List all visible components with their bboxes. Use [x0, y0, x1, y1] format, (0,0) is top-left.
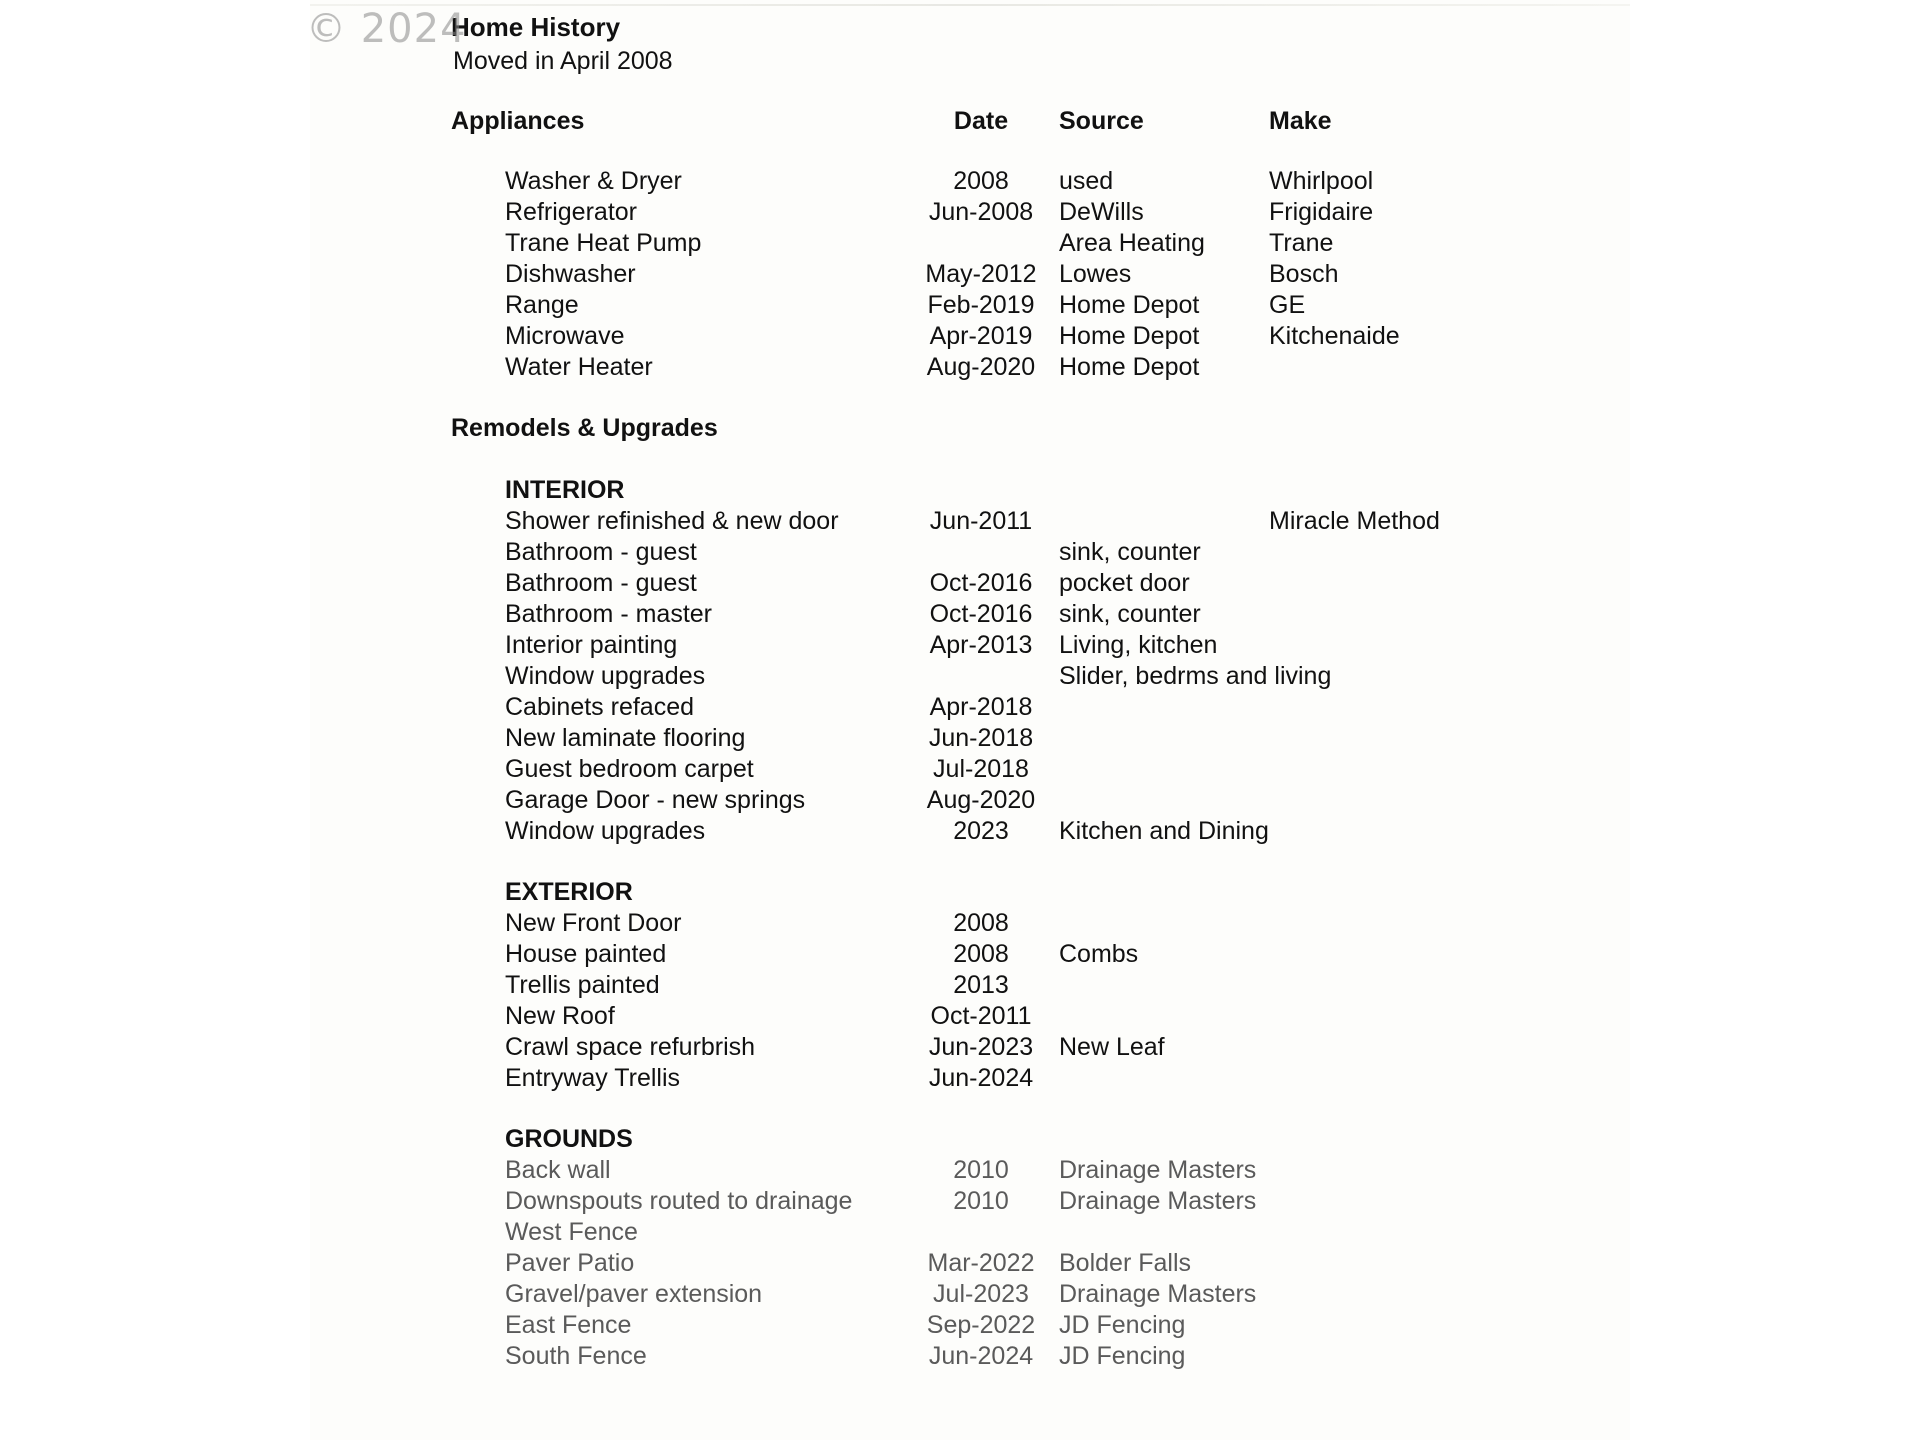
table-row [505, 1001, 1509, 1032]
item-make [1269, 1032, 1509, 1063]
table-row [505, 630, 1509, 661]
copyright-watermark: © 2024 [306, 6, 467, 52]
item-name: Downspouts routed to drainage [505, 1187, 853, 1215]
move-in-note: Moved in April 2008 [453, 47, 673, 75]
item-make [1269, 970, 1509, 1001]
item-date: Jun-2011 [929, 507, 1033, 535]
item-make [1269, 568, 1509, 599]
item-name: Window upgrades [505, 662, 706, 690]
table-row [505, 197, 1509, 228]
table-row [505, 1217, 1509, 1248]
item-name: Range [505, 291, 579, 319]
item-date: Oct-2011 [930, 1002, 1032, 1030]
exterior-heading: EXTERIOR [505, 878, 633, 906]
item-date: 2023 [953, 817, 1009, 845]
item-date: Jul-2018 [933, 755, 1029, 783]
item-source: New Leaf [1059, 1033, 1165, 1061]
item-name: Bathroom - guest [505, 569, 697, 597]
source-column-header: Source [1059, 107, 1144, 135]
item-source: Bolder Falls [1059, 1249, 1191, 1277]
table-row [505, 599, 1509, 630]
table-row [505, 1186, 1509, 1217]
item-make: Miracle Method [1269, 507, 1440, 535]
table-row [505, 1032, 1509, 1063]
item-date: 2010 [953, 1187, 1009, 1215]
item-name: Dishwasher [505, 260, 636, 288]
item-make: GE [1269, 291, 1306, 319]
table-row [505, 939, 1509, 970]
item-make [1269, 1341, 1509, 1372]
table-row [505, 1063, 1509, 1094]
item-source: Drainage Masters [1059, 1280, 1257, 1308]
page-title: Home History [451, 12, 621, 42]
item-make: Bosch [1269, 260, 1339, 288]
item-source: Area Heating [1059, 229, 1205, 257]
item-date: Aug-2020 [926, 353, 1036, 381]
item-date: Jul-2023 [933, 1280, 1029, 1308]
item-source: Kitchen and Dining [1059, 817, 1269, 845]
item-name: Window upgrades [505, 817, 706, 845]
table-row [505, 568, 1509, 599]
item-name: Shower refinished & new door [505, 507, 839, 535]
item-date: 2013 [953, 971, 1009, 999]
date-column-header: Date [953, 107, 1009, 135]
item-source [1051, 506, 1269, 537]
item-make [1269, 723, 1509, 754]
home-history-document [451, 12, 1509, 1372]
item-name: Interior painting [505, 631, 678, 659]
item-source [1051, 754, 1269, 785]
item-make [1269, 537, 1509, 568]
item-source: sink, counter [1059, 600, 1201, 628]
item-source [1051, 723, 1269, 754]
item-name: Crawl space refurbrish [505, 1033, 756, 1061]
item-date: 2008 [953, 167, 1009, 195]
table-row [505, 259, 1509, 290]
table-row [505, 1155, 1509, 1186]
table-row [505, 908, 1509, 939]
item-date: Sep-2022 [926, 1311, 1036, 1339]
item-date: 2008 [953, 940, 1009, 968]
item-name: Cabinets refaced [505, 693, 695, 721]
item-name: Microwave [505, 322, 625, 350]
item-name: Bathroom - guest [505, 538, 697, 566]
item-name: Back wall [505, 1156, 611, 1184]
item-name: House painted [505, 940, 667, 968]
item-date: Apr-2018 [929, 693, 1033, 721]
item-date: Jun-2024 [928, 1064, 1034, 1092]
item-source: Combs [1059, 940, 1139, 968]
item-source: used [1059, 167, 1114, 195]
item-name: East Fence [505, 1311, 632, 1339]
grounds-heading: GROUNDS [505, 1125, 633, 1153]
item-make [1269, 908, 1509, 939]
item-name: Trane Heat Pump [505, 229, 702, 257]
item-source [1051, 1001, 1269, 1032]
appliances-list [451, 166, 1509, 383]
item-make [1269, 692, 1509, 723]
table-row [505, 692, 1509, 723]
item-make [1269, 352, 1509, 383]
table-row [505, 723, 1509, 754]
table-row [505, 1279, 1509, 1310]
item-date: Jun-2008 [928, 198, 1034, 226]
table-row [505, 290, 1509, 321]
item-source: Home Depot [1059, 353, 1200, 381]
item-make [1269, 1063, 1509, 1094]
item-make: Frigidaire [1269, 198, 1374, 226]
item-make [1269, 939, 1509, 970]
item-date: Aug-2020 [926, 786, 1036, 814]
item-source: Home Depot [1059, 291, 1200, 319]
item-name: Guest bedroom carpet [505, 755, 754, 783]
item-make [1269, 1217, 1509, 1248]
item-date [911, 537, 1051, 568]
item-name: New laminate flooring [505, 724, 746, 752]
item-source: Slider, bedrms and living [1059, 662, 1332, 690]
item-name: Refrigerator [505, 198, 637, 226]
item-name: South Fence [505, 1342, 647, 1370]
item-source [1051, 1217, 1269, 1248]
table-row [505, 970, 1509, 1001]
item-date: Mar-2022 [927, 1249, 1035, 1277]
table-row [505, 785, 1509, 816]
item-make [1269, 754, 1509, 785]
item-source: JD Fencing [1059, 1311, 1186, 1339]
item-date: May-2012 [925, 260, 1037, 288]
interior-list [451, 506, 1509, 847]
item-source [1051, 785, 1269, 816]
item-date [911, 1217, 1051, 1248]
table-row [505, 816, 1509, 847]
item-make [1269, 785, 1509, 816]
item-source [1051, 1063, 1269, 1094]
item-date: Oct-2016 [929, 600, 1033, 628]
item-date: Jun-2024 [928, 1342, 1034, 1370]
make-column-header: Make [1269, 107, 1332, 135]
item-make [1269, 1186, 1509, 1217]
appliances-heading: Appliances [451, 107, 585, 135]
item-make [1269, 599, 1509, 630]
item-source: DeWills [1059, 198, 1144, 226]
item-make: Trane [1269, 229, 1334, 257]
item-name: New Front Door [505, 909, 682, 937]
item-date: 2008 [953, 909, 1009, 937]
item-source: Drainage Masters [1059, 1156, 1257, 1184]
item-make [1269, 1155, 1509, 1186]
item-source: Drainage Masters [1059, 1187, 1257, 1215]
table-row [505, 166, 1509, 197]
item-date: Jun-2018 [928, 724, 1034, 752]
interior-heading: INTERIOR [505, 476, 625, 504]
item-source [1051, 692, 1269, 723]
item-make [1269, 661, 1509, 692]
item-make [1269, 1279, 1509, 1310]
item-date [911, 228, 1051, 259]
item-make [1269, 1248, 1509, 1279]
item-source: Home Depot [1059, 322, 1200, 350]
item-make: Whirlpool [1269, 167, 1374, 195]
table-row [505, 1310, 1509, 1341]
item-source [1051, 970, 1269, 1001]
item-name: Trellis painted [505, 971, 660, 999]
item-source: Lowes [1059, 260, 1132, 288]
remodels-heading: Remodels & Upgrades [451, 414, 718, 442]
item-source: pocket door [1059, 569, 1190, 597]
item-date: Feb-2019 [927, 291, 1035, 319]
item-date [911, 661, 1051, 692]
table-row [505, 1341, 1509, 1372]
item-name: Gravel/paver extension [505, 1280, 763, 1308]
item-make: Kitchenaide [1269, 322, 1400, 350]
item-date: Oct-2016 [929, 569, 1033, 597]
item-make [1269, 1310, 1509, 1341]
table-row [505, 754, 1509, 785]
item-name: Water Heater [505, 353, 653, 381]
item-source: sink, counter [1059, 538, 1201, 566]
item-make [1269, 630, 1509, 661]
exterior-list [451, 908, 1509, 1094]
item-date: Jun-2023 [928, 1033, 1034, 1061]
appliances-header-row [451, 106, 1509, 138]
table-row [505, 661, 1509, 692]
item-name: Washer & Dryer [505, 167, 682, 195]
table-row [505, 228, 1509, 259]
item-date: Apr-2013 [929, 631, 1033, 659]
item-name: Paver Patio [505, 1249, 635, 1277]
item-source [1051, 908, 1269, 939]
item-date: 2010 [953, 1156, 1009, 1184]
table-row [505, 537, 1509, 568]
item-name: Garage Door - new springs [505, 786, 806, 814]
item-make [1269, 1001, 1509, 1032]
item-date: Apr-2019 [929, 322, 1033, 350]
item-source: Living, kitchen [1059, 631, 1218, 659]
table-row [505, 1248, 1509, 1279]
item-name: New Roof [505, 1002, 615, 1030]
table-row [505, 506, 1509, 537]
item-source: JD Fencing [1059, 1342, 1186, 1370]
item-name: Bathroom - master [505, 600, 713, 628]
item-name: West Fence [505, 1218, 638, 1246]
item-name: Entryway Trellis [505, 1064, 681, 1092]
paper-edge [310, 4, 1630, 6]
table-row [505, 352, 1509, 383]
table-row [505, 321, 1509, 352]
grounds-list [451, 1155, 1509, 1372]
item-make [1269, 816, 1509, 847]
